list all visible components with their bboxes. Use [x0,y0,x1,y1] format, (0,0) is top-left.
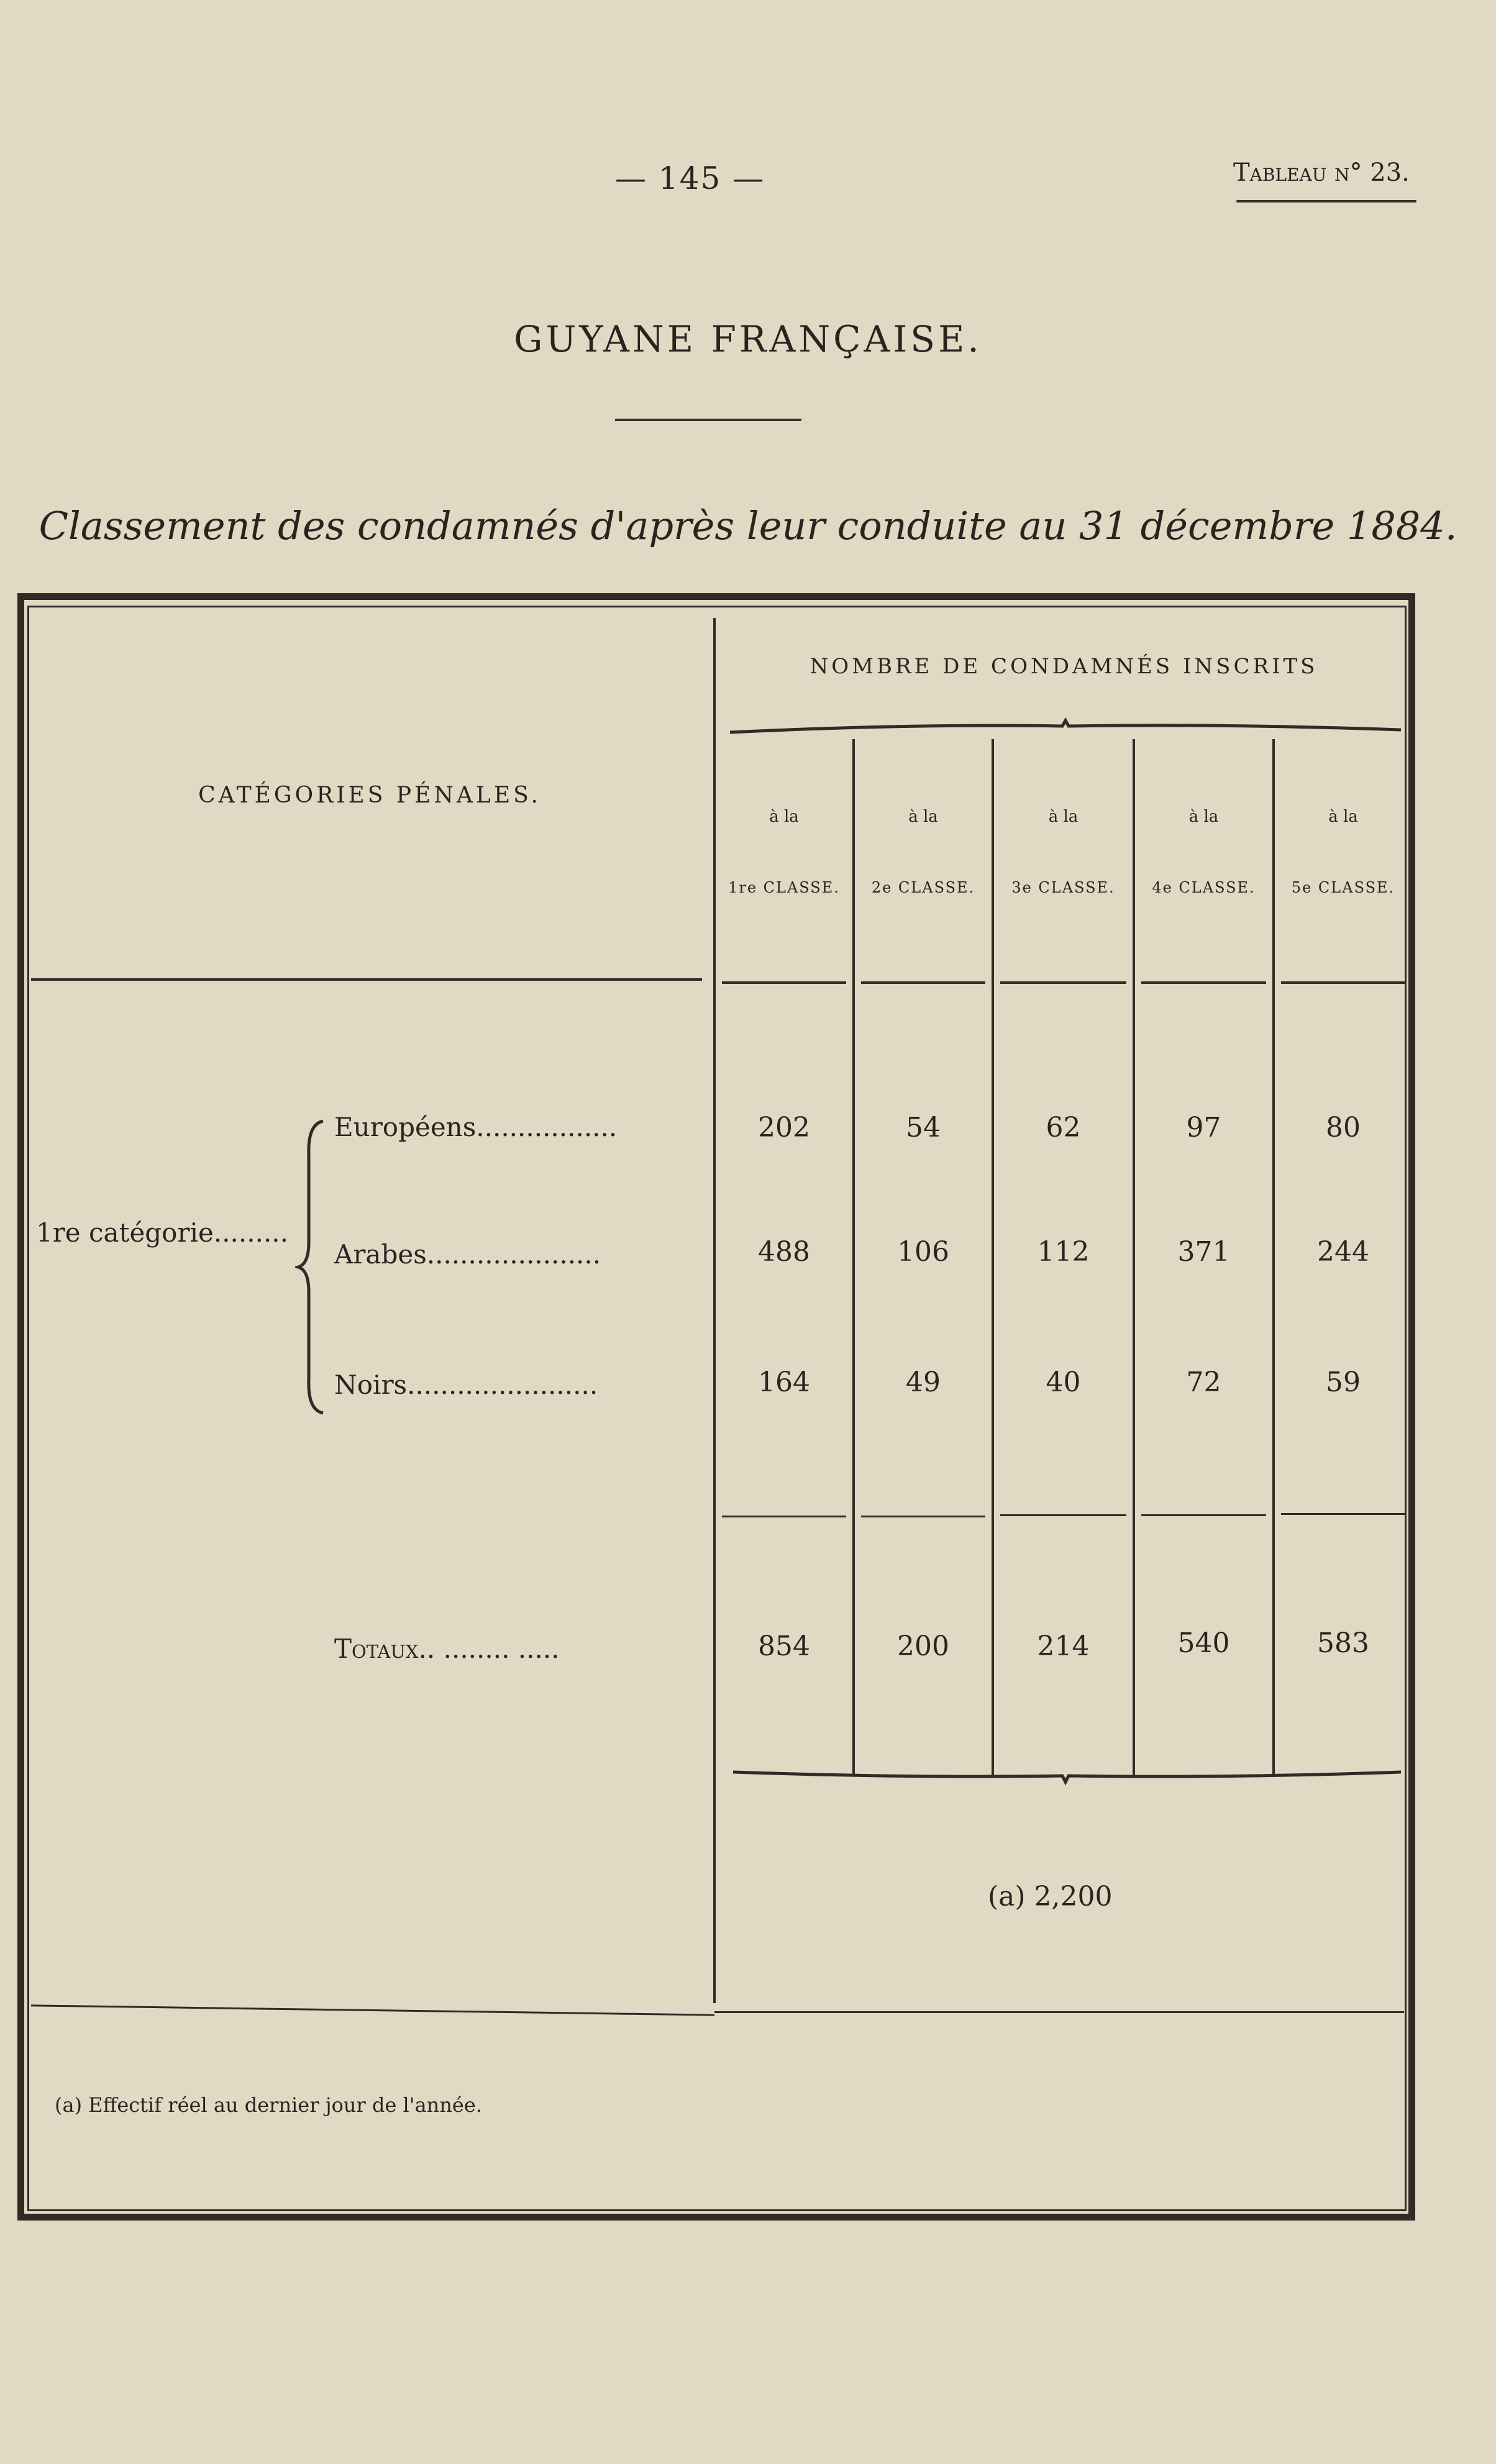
column-header-1: 1re CLASSE. [728,879,840,896]
footnote: (a) Effectif réel au dernier jour de l'année. [55,2093,482,2117]
column-group-header: NOMBRE DE CONDAMNÉS INSCRITS [810,654,1318,679]
column-header-3: 3e CLASSE. [1011,879,1115,896]
cell-arabes-c2: 106 [897,1236,949,1268]
total-rule-col3 [1000,1514,1126,1516]
cell-arabes-c1: 488 [758,1236,810,1268]
total-rule-col2 [861,1516,985,1517]
cell-europeens-c2: 54 [906,1112,941,1143]
categories-header: CATÉGORIES PÉNALES. [198,783,541,808]
column-header-3-prefix: à la [1048,807,1079,826]
header-rule-col3 [1000,981,1126,984]
cell-arabes-c4: 371 [1177,1236,1230,1268]
header-rule-categories [31,978,702,981]
colony-title: GUYANE FRANÇAISE. [514,318,982,360]
grand-total: (a) 2,200 [988,1881,1113,1912]
column-header-1-prefix: à la [769,807,799,826]
row-label-arabes: Arabes..................... [334,1239,601,1270]
total-c1: 854 [758,1630,810,1662]
tableau-reference: Tableau n° 23. [1233,158,1410,187]
column-header-4: 4e CLASSE. [1152,879,1256,896]
cell-europeens-c5: 80 [1326,1112,1361,1143]
column-header-2: 2e CLASSE. [871,879,975,896]
column-header-5-prefix: à la [1328,807,1358,826]
cell-noirs-c4: 72 [1186,1366,1221,1398]
footer-rule-right [714,2011,1404,2013]
cell-noirs-c1: 164 [758,1366,810,1398]
row-label-europeens: Européens................. [334,1112,618,1142]
total-c3: 214 [1037,1630,1090,1662]
table-caption: Classement des condamnés d'après leur conduite au 31 décembre 1884. [39,503,1457,548]
cell-arabes-c5: 244 [1317,1236,1369,1268]
page-number: — 145 — [615,160,765,196]
cell-europeens-c4: 97 [1186,1112,1221,1143]
title-rule [615,419,801,421]
totals-label: Totaux.. ........ ..... [334,1634,560,1664]
header-rule-col5 [1281,981,1405,984]
total-c4: 540 [1177,1627,1230,1659]
tableau-underline [1236,200,1416,202]
category-brace [295,1118,332,1416]
cell-arabes-c3: 112 [1037,1236,1090,1268]
cell-europeens-c1: 202 [758,1112,810,1143]
totals-brace [730,1767,1404,1786]
column-header-4-prefix: à la [1188,807,1219,826]
cell-noirs-c3: 40 [1046,1366,1081,1398]
cell-noirs-c5: 59 [1326,1366,1361,1398]
table-frame-inner [27,606,1407,2211]
column-header-2-prefix: à la [908,807,938,826]
header-rule-col1 [722,981,846,984]
category-label: 1re catégorie......... [36,1217,288,1248]
cell-europeens-c3: 62 [1046,1112,1081,1143]
column-header-5: 5e CLASSE. [1291,879,1395,896]
total-rule-col4 [1141,1514,1266,1516]
cell-noirs-c2: 49 [906,1366,941,1398]
header-rule-col4 [1141,981,1266,984]
total-c2: 200 [897,1630,949,1662]
header-rule-col2 [861,981,985,984]
row-label-noirs: Noirs....................... [334,1370,598,1400]
total-c5: 583 [1317,1627,1369,1659]
total-rule-col1 [722,1516,846,1517]
total-rule-col5 [1281,1513,1405,1515]
header-brace [727,717,1404,736]
